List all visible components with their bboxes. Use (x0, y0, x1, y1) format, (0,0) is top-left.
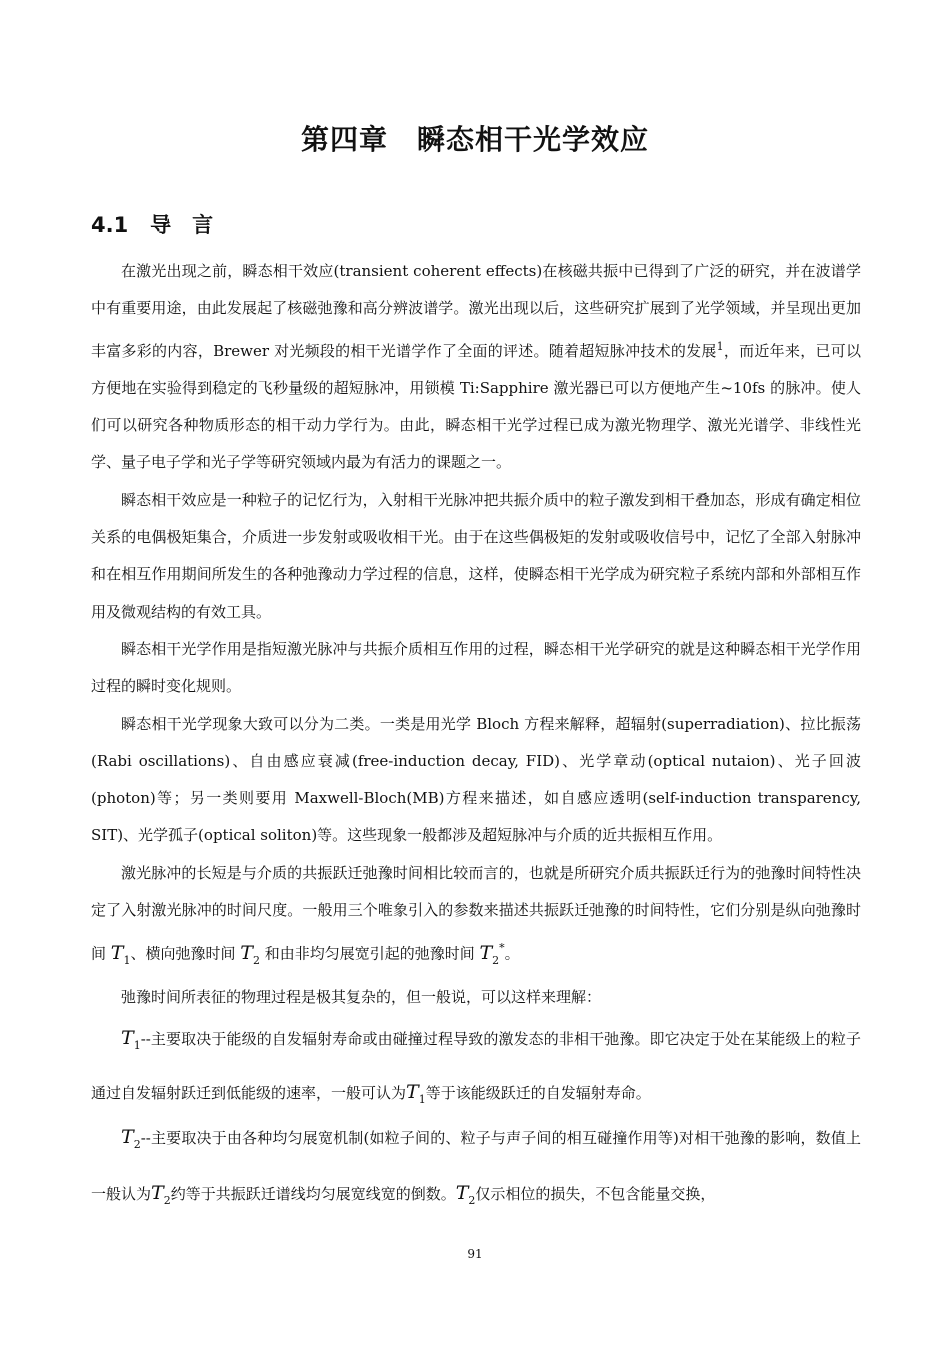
body-text (91, 253, 861, 1016)
page-number: 91 (467, 1247, 483, 1261)
paragraph-T2-text-b: 约等于共振跃迁谱线均匀展宽线宽的倒数。 (170, 1184, 456, 1203)
paragraph-2: 瞬态相干效应是一种粒子的记忆行为，入射相干光脉冲把共振介质中的粒子激发到相干叠加态，形成有确定相位关系的电偶极矩集合，介质进一步发射或吸收相干光。由于在这些偶极矩的发射或吸收信号中，记忆了全部入射脉冲和在相互作用期间所发生的各种弛豫动力学过程的信息，这样，使瞬态相干光学成为研究粒子系统内部和外部相互作用及微观结构的有效工具。 (91, 490, 861, 621)
paragraph-5 (91, 855, 861, 979)
paragraph-T2-text-c: 仅示相位的损失，不包含能量交换， (475, 1184, 716, 1203)
chapter-title: 第四章 瞬态相干光学效应 (300, 123, 649, 156)
symbol-T1: $T_1$ (121, 1027, 141, 1052)
symbol-T1: $T_1$ (110, 941, 131, 967)
footnote-ref: 1 (716, 339, 724, 353)
paragraph-5-text-b: 、横向弛豫时间 (130, 944, 241, 963)
paragraph-6: 弛豫时间所表征的物理过程是极其复杂的，但一般说，可以这样来理解： (121, 987, 602, 1006)
symbol-T2: $T_2$ (455, 1181, 476, 1207)
paragraph-T1-text-b: 等于该能级跃迁的自发辐射寿命。 (425, 1083, 651, 1102)
paragraph-3: 瞬态相干光学作用是指短激光脉冲与共振介质相互作用的过程，瞬态相干光学研究的就是这种瞬态相干光学作用过程的瞬时变化规则。 (91, 639, 861, 696)
paragraph-T2-text-a: --主要取决于由各种均匀展宽机制(如粒子间的、粒子与声子间的相互碰撞作用等)对相干弛豫的影响，数值上一般认为 (91, 1129, 861, 1203)
paragraph-4: 瞬态相干光学现象大致可以分为二类。一类是用光学 Bloch 方程来解释，超辐射(superradiation)、拉比振荡(Rabi oscillations)、自由感应衰减(free-induction decay, FID)、光学章动(optical nutaion)、光子回波(photon)等；另一类则要用 Maxwell-Bloch(MB)方程来描述，如自感应透明(self-induction transparency, SIT)、光学孤子(optical soliton)等。这些现象一般都涉及超短脉冲与介质的近共振相互作用。 (91, 714, 861, 845)
symbol-T2: $T_2$ (121, 1126, 141, 1151)
symbol-T2: $T_2$ (240, 941, 260, 967)
paragraph-5-text-d: 。 (504, 944, 520, 963)
section-title: 导 言 (150, 213, 214, 237)
symbol-T2-star: $T_2^*$ (479, 941, 505, 967)
paragraph-T1 (91, 1015, 861, 1123)
paragraph-T2 (91, 1113, 861, 1225)
section-heading (91, 209, 213, 239)
paragraph-5-text-c: 和由非均匀展宽引起的弛豫时间 (259, 944, 480, 963)
paragraph-1-text-a: 在激光出现之前，瞬态相干效应(transient coherent effects)在核磁共振中已得到了广泛的研究，并在波谱学中有重要用途，由此发展起了核磁弛豫和高分辨波谱学。激光出现以后，这些研究扩展到了光学领域，并呈现出更加丰富多彩的内容，Brewer 对光频段的相干光谱学作了全面的评述。随着超短脉冲技术的发展 (91, 262, 861, 360)
paragraph-1 (91, 253, 861, 482)
paragraph-1-text-b: ，而近年来，已可以方便地在实验得到稳定的飞秒量级的超短脉冲，用锁模 Ti:Sapphire 激光器已可以方便地产生~10fs 的脉冲。使人们可以研究各种物质形态的相干动力学行为。由此，瞬态相干光学过程已成为激光物理学、激光光谱学、非线性光学、量子电子学和光子学等研究领域内最为有活力的课题之一。 (91, 341, 861, 472)
symbol-T1: $T_1$ (406, 1080, 426, 1106)
paragraph-5-text-a: 激光脉冲的长短是与介质的共振跃迁弛豫时间相比较而言的，也就是所研究介质共振跃迁行为的弛豫时间特性决定了入射激光脉冲的时间尺度。一般用三个唯象引入的参数来描述共振跃迁弛豫的时间特性，它们分别是纵向弛豫时间 (91, 863, 861, 963)
symbol-T2: $T_2$ (151, 1181, 171, 1207)
paragraph-T1-text-a: --主要取决于能级的自发辐射寿命或由碰撞过程导致的激发态的非相干弛豫。即它决定于处在某能级上的粒子通过自发辐射跃迁到低能级的速率，一般可认为 (91, 1030, 861, 1102)
section-number: 4.1 (91, 213, 129, 237)
